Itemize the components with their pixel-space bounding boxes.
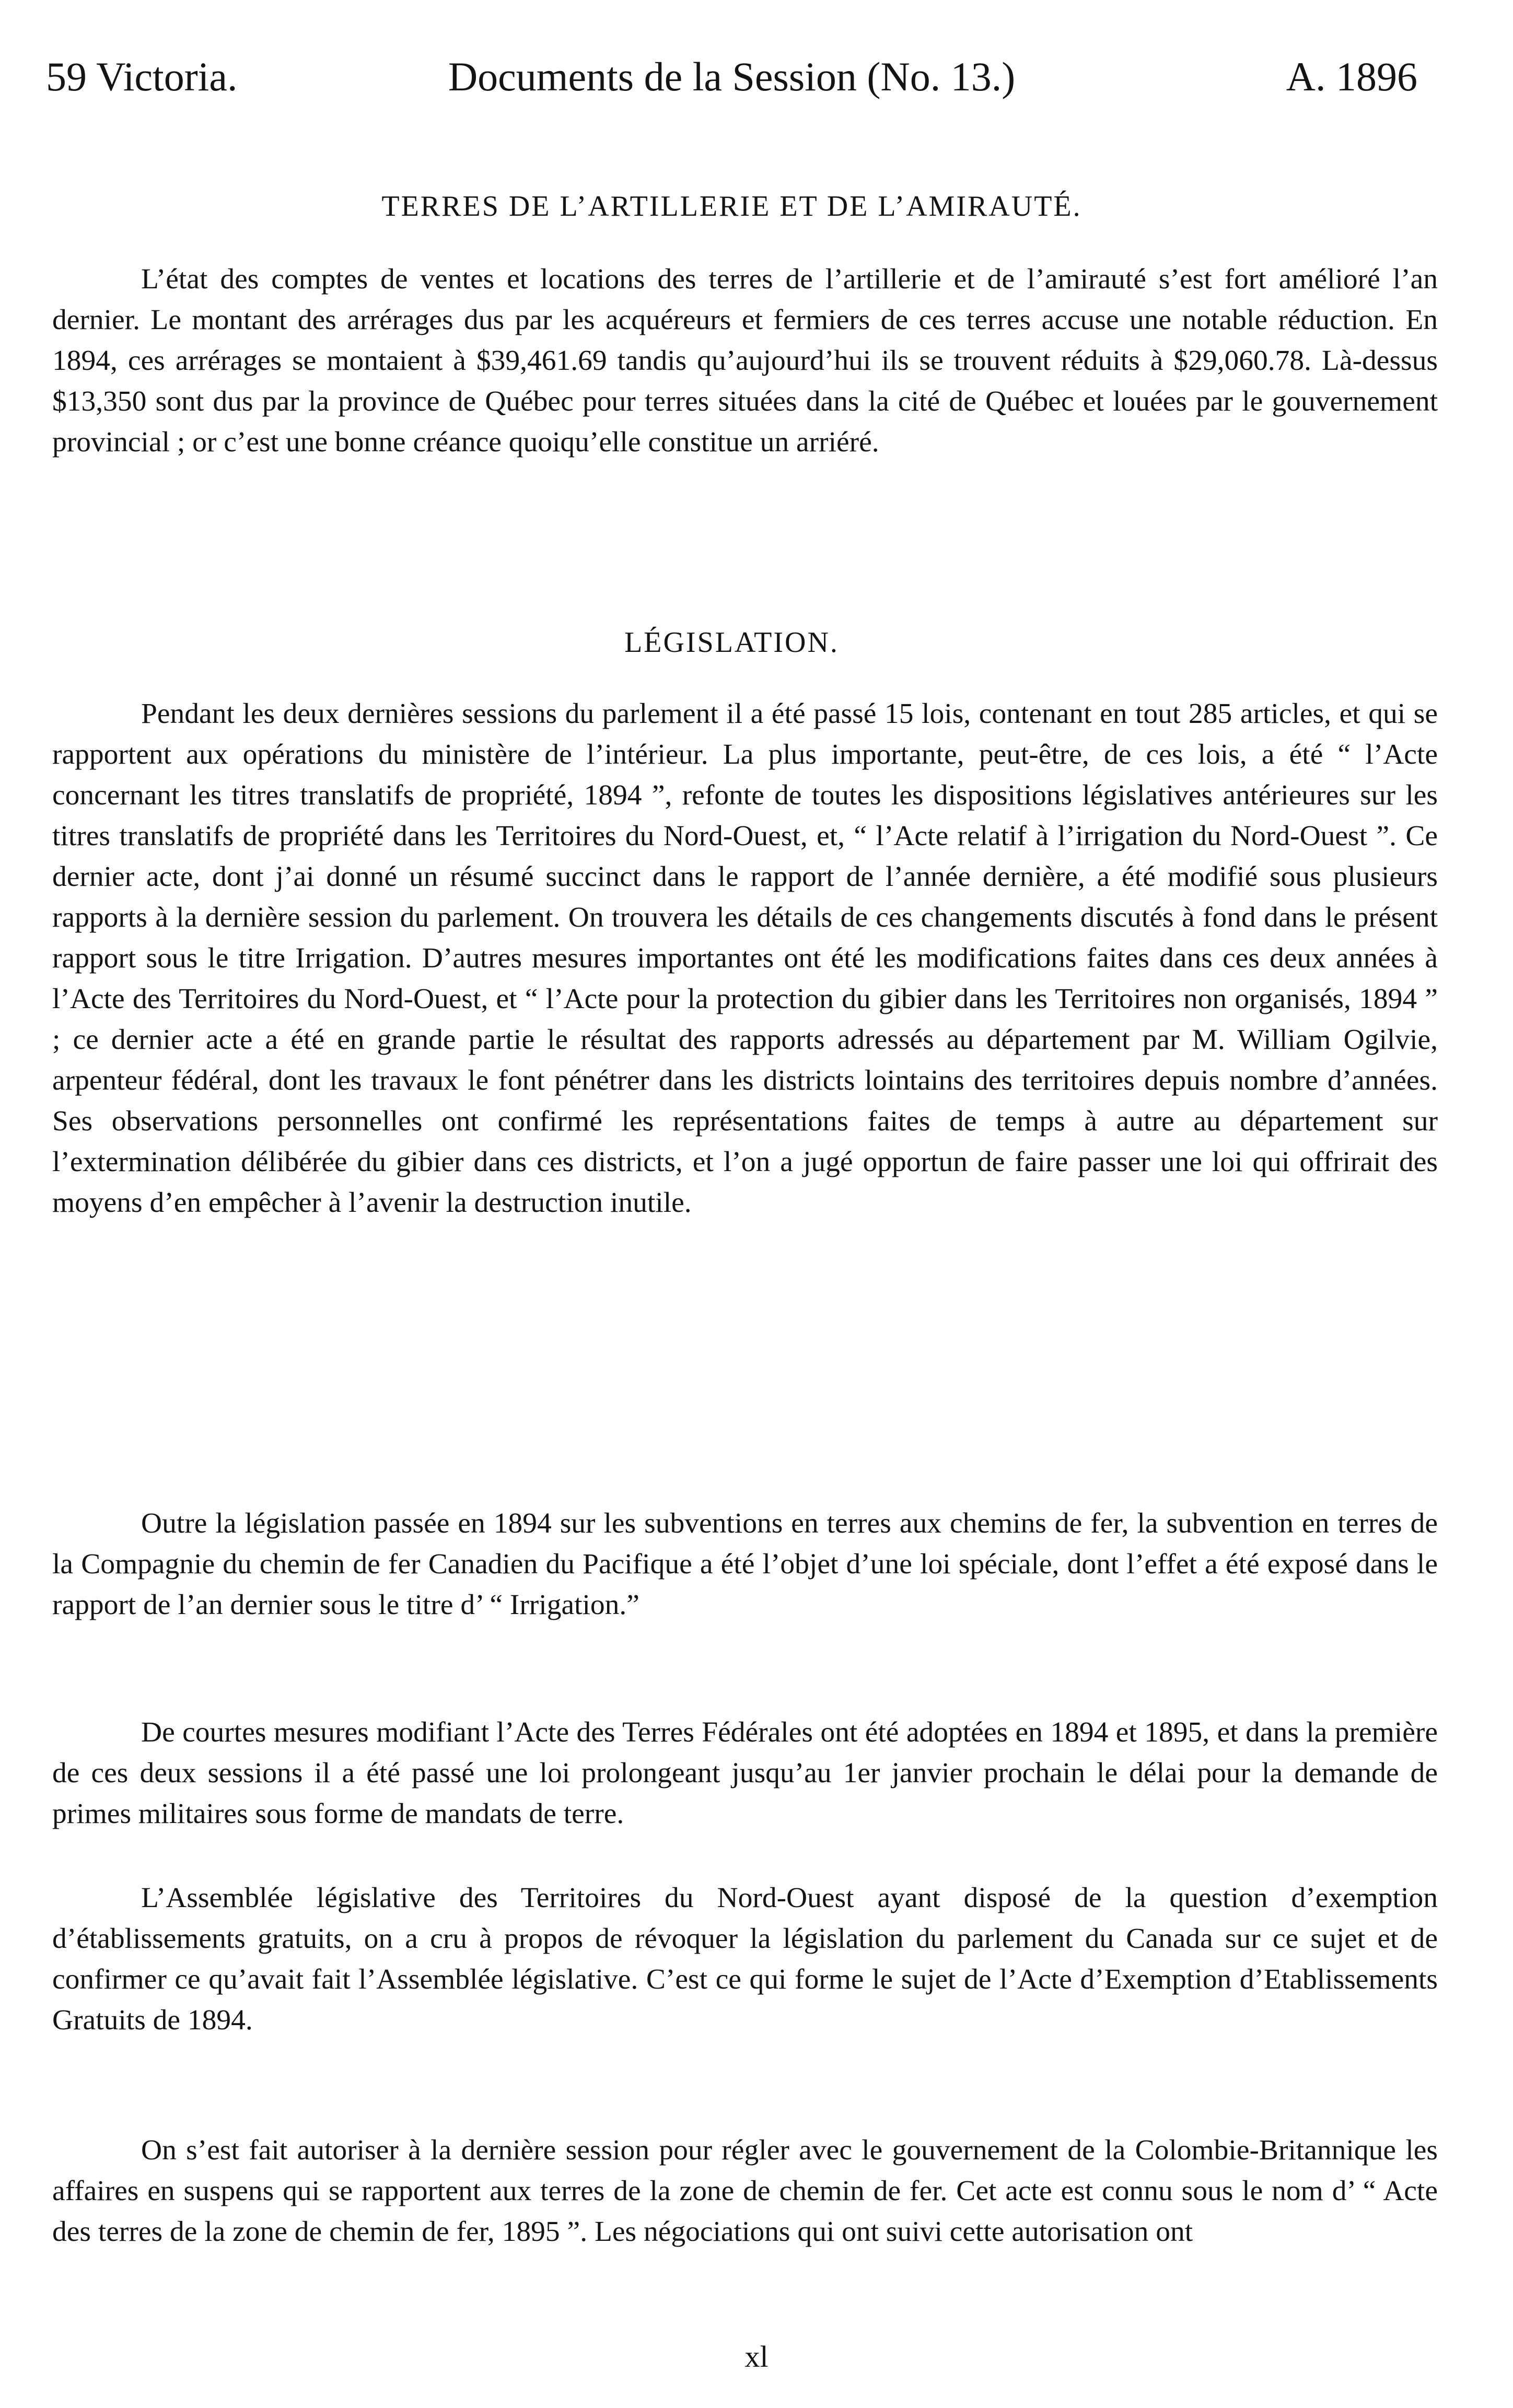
paragraph: Pendant les deux dernières sessions du parlement il a été passé 15 lois, contenant en tout 285 articles, et qui se rapportent aux opérations du ministère de l’intérieur. La plus importante, peut-être, de ces lois, a été “ l’Acte concernant les titres translatifs de propriété, 1894 ”, refonte de toutes les dispositions législatives antérieures sur les titres translatifs de propriété dans les Territoires du Nord-Ouest, et, “ l’Acte relatif à l’irrigation du Nord-Ouest ”. Ce dernier acte, dont j’ai donné un résumé succinct dans le rapport de l’année dernière, a été modifié sous plusieurs rapports à la dernière session du parlement. On trouvera les détails de ces changements discutés à fond dans le présent rapport sous le titre Irrigation. D’autres mesures importantes ont été les modifications faites dans ces deux années à l’Acte des Territoires du Nord-Ouest, et “ l’Acte pour la protection du gibier dans les Territoires non organisés, 1894 ” ; ce dernier acte a été en grande partie le résultat des rapports adressés au département par M. William Ogilvie, arpenteur fédéral, dont les travaux le font pénétrer dans les districts lointains des territoires depuis nombre d’années. Ses observations personnelles ont confirmé les représentations faites de temps à autre au département sur l’extermination délibérée du gibier dans ces districts, et l’on a jugé opportun de faire passer une loi qui offrirait des moyens d’en empêcher à l’avenir la destruction inutile. (52, 698, 1438, 1219)
section-heading-legislation: LÉGISLATION. (624, 626, 839, 659)
paragraph: De courtes mesures modifiant l’Acte des Terres Fédérales ont été adoptées en 1894 et 1895, et dans la première de ces deux sessions il a été passé une loi prolongeant jusqu’au 1er janvier prochain le délai pour la demande de primes militaires sous forme de mandats de terre. (52, 1716, 1438, 1830)
header-document-title: Documents de la Session (No. 13.) (448, 54, 1016, 99)
paragraph: On s’est fait autoriser à la dernière session pour régler avec le gouvernement de la Colombie-Britannique les affaires en suspens qui se rapportent aux terres de la zone de chemin de fer. Cet acte est connu sous le nom d’ “ Acte des terres de la zone de chemin de fer, 1895 ”. Les négociations qui ont suivi cette autorisation ont (52, 2134, 1438, 2248)
paragraph: L’Assemblée législative des Territoires du Nord-Ouest ayant disposé de la question d’exemption d’établissements gratuits, on a cru à propos de révoquer la législation du parlement du Canada sur ce sujet et de confirmer ce qu’avait fait l’Assemblée législative. C’est ce qui forme le sujet de l’Acte d’Exemption d’Etablissements Gratuits de 1894. (52, 1882, 1438, 2036)
header-session-year: 59 Victoria. (46, 54, 238, 99)
paragraph: L’état des comptes de ventes et locations des terres de l’artillerie et de l’amirauté s’est fort amélioré l’an dernier. Le montant des arrérages dus par les acquéreurs et fermiers de ces terres accuse une notable réduction. En 1894, ces arrérages se montaient à $39,461.69 tandis qu’aujourd’hui ils se trouvent réduits à $29,060.78. Là-dessus $13,350 sont dus par la province de Québec pour terres situées dans la cité de Québec et louées par le gouvernement provincial ; or c’est une bonne créance quoiqu’elle constitue un arriéré. (52, 263, 1438, 458)
header-year: A. 1896 (1286, 54, 1417, 99)
paragraph: Outre la législation passée en 1894 sur les subventions en terres aux chemins de fer, la subvention en terres de la Compagnie du chemin de fer Canadien du Pacifique a été l’objet d’une loi spéciale, dont l’effet a été exposé dans le rapport de l’an dernier sous le titre d’ “ Irrigation.” (52, 1507, 1438, 1621)
section-body-legislation (52, 1503, 1438, 1626)
running-header (46, 48, 1417, 106)
page-number: xl (744, 2340, 769, 2374)
section-body-artillerie (52, 259, 1438, 463)
section-body-legislation (52, 694, 1438, 1223)
section-body-legislation (52, 2130, 1438, 2252)
section-heading-artillerie: TERRES DE L’ARTILLERIE ET DE L’AMIRAUTÉ. (381, 190, 1082, 223)
section-body-legislation (52, 1878, 1438, 2041)
section-body-legislation (52, 1712, 1438, 1834)
